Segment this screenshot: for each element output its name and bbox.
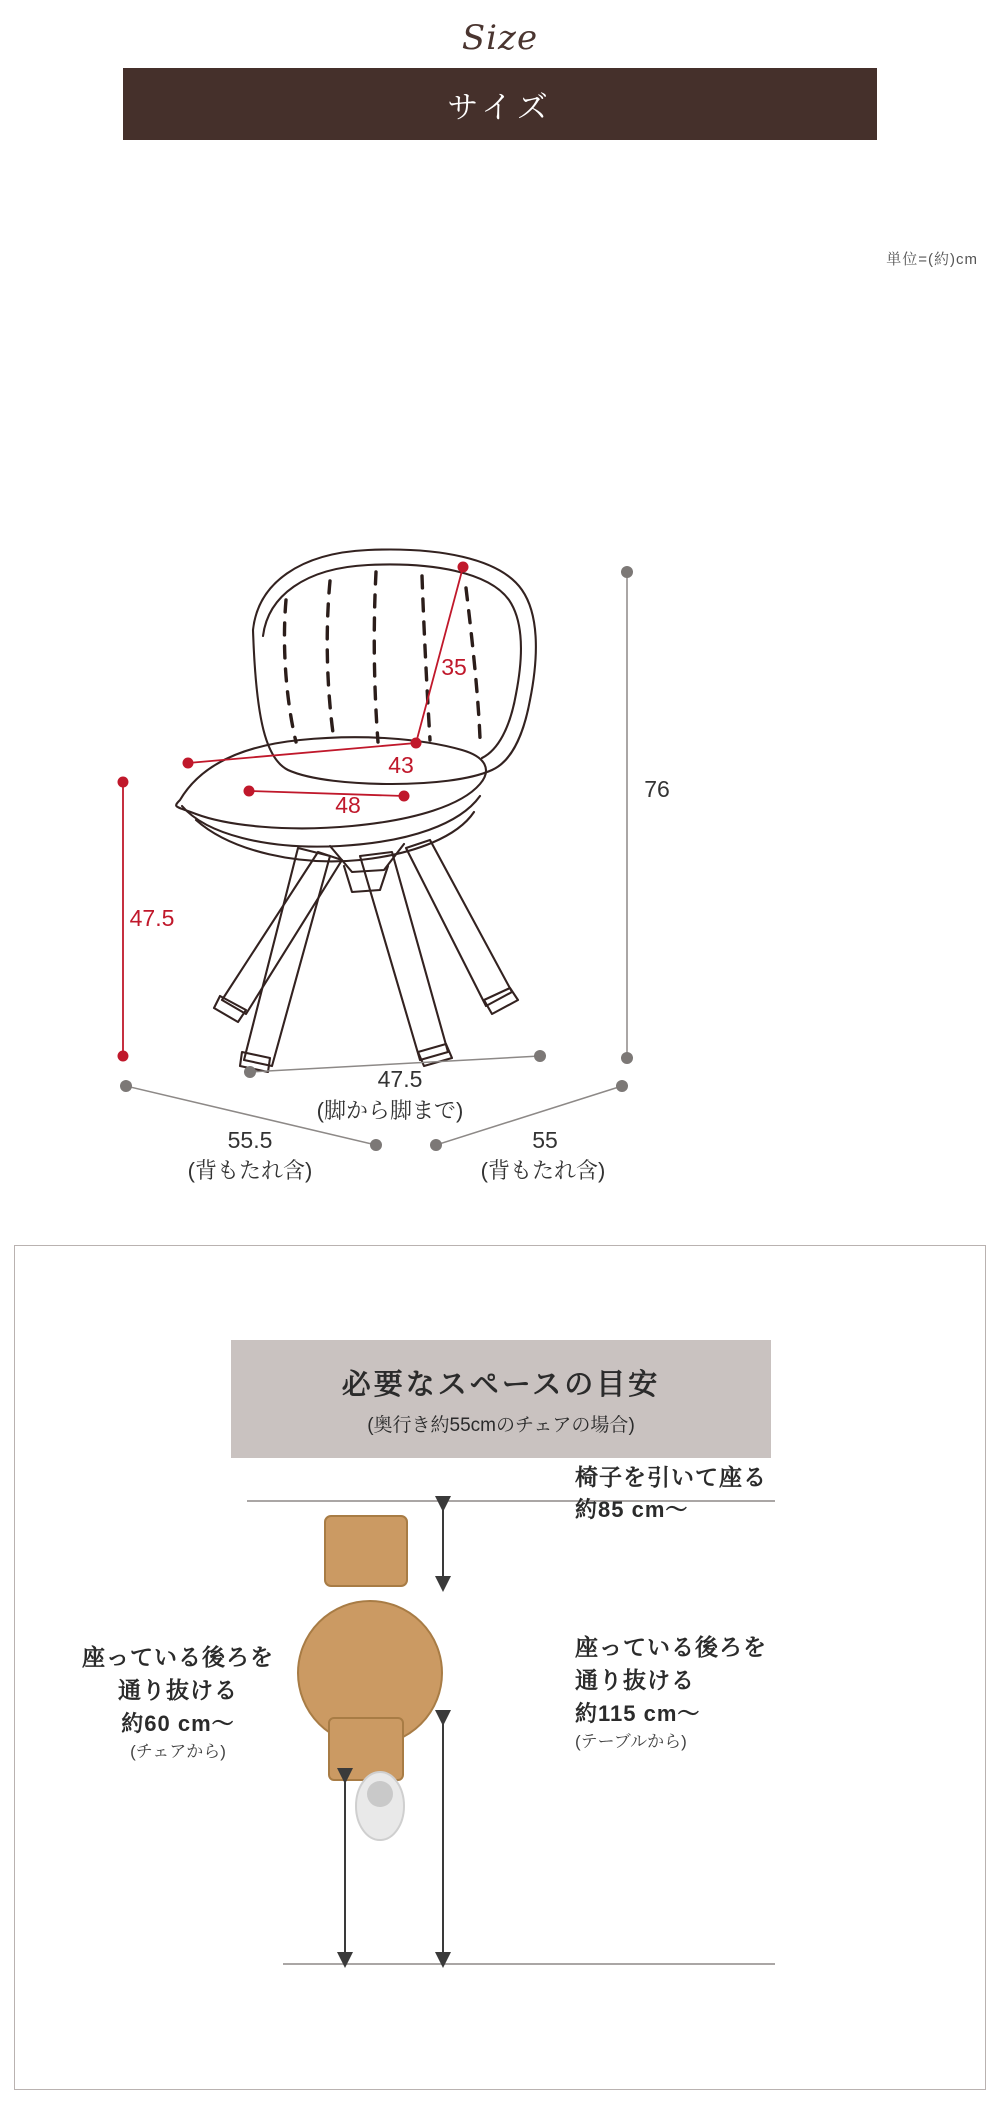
space-label-pass-behind-table (575, 1631, 915, 1754)
dimension-label-wv: 55.5 (227, 1127, 273, 1153)
page-script-title: Size (461, 18, 539, 58)
space-requirement-panel (14, 1245, 986, 2090)
space-label-pull-out-chair-line2: 約85 cm〜 (575, 1497, 689, 1523)
space-label-pass-behind-table-line2: 通り抜ける (575, 1667, 695, 1694)
space-label-pass-behind-table-line3: 約115 cm〜 (575, 1700, 701, 1726)
chair-dimension-diagram (0, 300, 1000, 1183)
space-label-pass-behind-table-line1: 座っている後ろを (575, 1634, 767, 1660)
dimension-label-43: 43 (388, 752, 414, 778)
page-title-bar (123, 68, 877, 140)
dimension-label-76: 76 (644, 776, 670, 802)
space-label-pass-behind-table-line4: (テーブルから) (575, 1731, 687, 1751)
dimension-label-475h: 47.5 (129, 905, 175, 931)
dimension-label-legn: (脚から脚まで) (316, 1098, 464, 1123)
dimension-label-35: 35 (441, 654, 467, 680)
space-label-pass-behind-chair-line2: 通り抜ける (118, 1677, 238, 1704)
page-title: サイズ (447, 89, 553, 125)
dimension-label-48: 48 (335, 792, 361, 818)
dimension-label-dv: 55 (532, 1127, 558, 1153)
space-label-pass-behind-chair-line1: 座っている後ろを (82, 1644, 274, 1670)
dimension-label-dn: (背もたれ含) (480, 1158, 606, 1183)
space-panel-heading: 必要なスペースの目安 (341, 1368, 661, 1401)
unit-note: 単位=(約)cm (886, 251, 978, 268)
space-label-pass-behind-chair-line3: 約60 cm〜 (121, 1710, 235, 1736)
space-label-pass-behind-chair-line4: (チェアから) (130, 1741, 226, 1761)
space-label-pull-out-chair-line1: 椅子を引いて座る (575, 1464, 767, 1490)
dimension-label-wn: (背もたれ含) (187, 1158, 313, 1183)
space-label-pass-behind-chair (43, 1641, 313, 1764)
space-label-pull-out-chair (575, 1461, 905, 1526)
space-panel-subheading: (奥行き約55cmのチェアの場合) (367, 1414, 635, 1436)
dimension-label-legv: 47.5 (377, 1066, 423, 1092)
